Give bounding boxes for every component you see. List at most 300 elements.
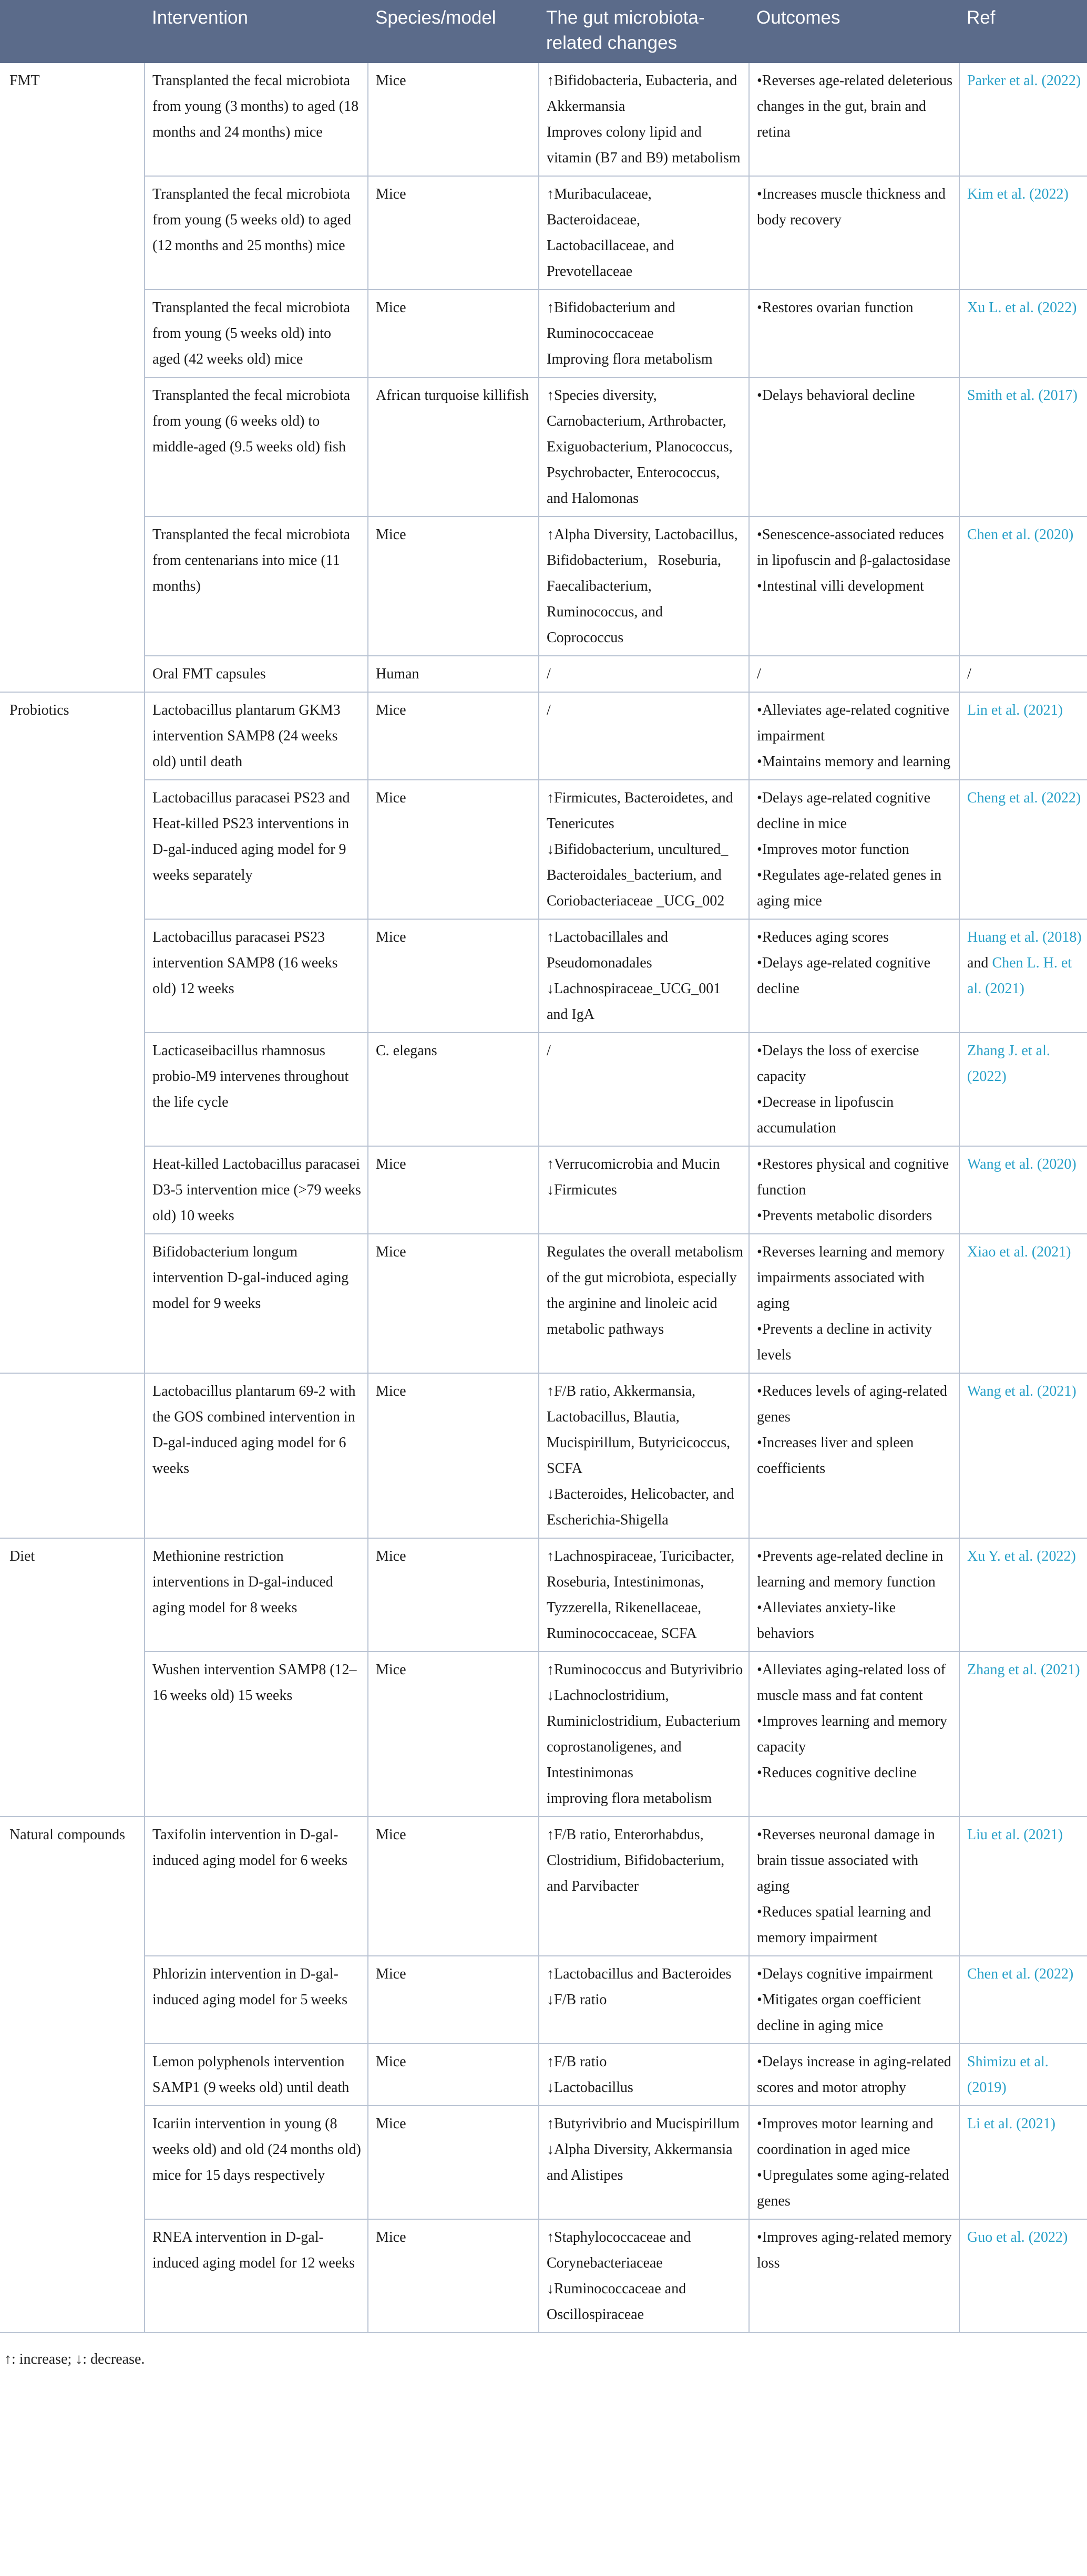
microbiota-changes-cell <box>539 1146 749 1234</box>
bullet-icon <box>757 1662 762 1678</box>
outcome-item <box>757 862 953 914</box>
species-cell <box>368 1033 539 1146</box>
outcomes-cell <box>749 692 959 780</box>
bullet-icon <box>757 300 762 316</box>
outcome-text: Improves learning and memory capacity <box>757 1713 948 1755</box>
outcome-item <box>757 1239 953 1316</box>
outcome-text: Senescence-associated reduces in lipofuscin and β-galactosidase <box>757 527 951 569</box>
bullet-icon <box>757 2229 762 2245</box>
intervention-cell <box>145 2106 368 2219</box>
intervention-cell <box>145 656 368 692</box>
outcomes-cell <box>749 1538 959 1652</box>
species-cell <box>368 1538 539 1652</box>
reference-link[interactable]: Smith et al. (2017) <box>967 387 1078 404</box>
change-line: / <box>547 1043 551 1059</box>
species-text: Mice <box>376 1966 406 1982</box>
outcomes-cell <box>749 1652 959 1817</box>
species-cell <box>368 1817 539 1956</box>
intervention-text: Transplanted the fecal microbiota from young (5 weeks old) to aged (12 months and 25 months) mice <box>152 186 352 254</box>
bullet-icon <box>757 387 762 404</box>
species-text: Mice <box>376 2229 406 2245</box>
intervention-text: Transplanted the fecal microbiota from young (3 months) to aged (18 months and 24 months) mice <box>152 73 362 140</box>
bullet-icon <box>757 1904 762 1920</box>
outcome-item <box>757 1038 953 1089</box>
change-line: / <box>547 666 551 682</box>
table-row <box>0 919 1087 1033</box>
outcome-text: Reverses age-related deleterious changes in the gut, brain and retina <box>757 73 953 140</box>
change-line: ↑Ruminococcus and Butyrivibrio <box>547 1662 743 1678</box>
microbiota-changes-cell <box>539 1817 749 1956</box>
microbiota-changes-cell <box>539 1234 749 1373</box>
bullet-icon <box>757 867 762 883</box>
outcome-item <box>757 573 953 599</box>
bullet-icon <box>757 2116 762 2132</box>
bullet-icon <box>757 1548 762 1564</box>
outcome-item <box>757 522 953 573</box>
ref-cell <box>959 1817 1087 1956</box>
change-line: ↓Lachnospiraceae_UCG_001 and IgA <box>547 981 721 1023</box>
species-cell <box>368 1652 539 1817</box>
intervention-cell <box>145 377 368 517</box>
change-line: Regulates the overall metabolism of the gut microbiota, especially the arginine and linoleic acid metabolic pathways <box>547 1244 744 1337</box>
reference-link[interactable]: Cheng et al. (2022) <box>967 790 1081 806</box>
ref-cell <box>959 2219 1087 2333</box>
intervention-cell <box>145 780 368 919</box>
change-line: ↓Lachnoclostridium, Ruminiclostridium, Eubacterium coprostanoligenes, and Intestinimonas <box>547 1687 741 1781</box>
species-cell <box>368 377 539 517</box>
category-label: Natural compounds <box>9 1827 126 1843</box>
outcome-item <box>757 1151 953 1203</box>
category-cell <box>0 692 145 1373</box>
outcome-item <box>757 950 953 1002</box>
species-text: Mice <box>376 1156 406 1172</box>
outcome-item <box>757 1595 953 1646</box>
intervention-cell <box>145 1538 368 1652</box>
outcomes-cell <box>749 1817 959 1956</box>
outcome-item <box>757 1657 953 1708</box>
species-text: Mice <box>376 2054 406 2070</box>
outcome-text: Intestinal villi development <box>762 578 924 594</box>
outcome-item <box>757 2111 953 2162</box>
intervention-cell <box>145 176 368 290</box>
intervention-text: Lactobacillus plantarum 69-2 with the GOS combined intervention in D-gal-induced aging model for 6 weeks <box>152 1383 356 1477</box>
species-text: Mice <box>376 1383 406 1399</box>
table-row <box>0 1956 1087 2044</box>
microbiota-changes-cell <box>539 656 749 692</box>
header-outcomes: Outcomes <box>749 0 959 63</box>
table-row <box>0 377 1087 517</box>
bullet-icon <box>757 578 762 594</box>
intervention-text: Phlorizin intervention in D-gal-induced aging model for 5 weeks <box>152 1966 348 2008</box>
outcome-item <box>757 924 953 950</box>
bullet-icon <box>757 1156 762 1172</box>
outcome-item <box>757 1987 953 2038</box>
outcomes-cell <box>749 2044 959 2106</box>
intervention-cell <box>145 63 368 176</box>
microbiota-changes-cell <box>539 2106 749 2219</box>
species-text: Mice <box>376 1827 406 1843</box>
outcomes-cell <box>749 1234 959 1373</box>
species-text: Mice <box>376 1548 406 1564</box>
intervention-text: Lacticaseibacillus rhamnosus probio-M9 intervenes throughout the life cycle <box>152 1043 349 1110</box>
table-row <box>0 1652 1087 1817</box>
change-line: improving flora metabolism <box>547 1790 712 1807</box>
outcomes-cell <box>749 1146 959 1234</box>
outcome-text: Regulates age-related genes in aging mice <box>757 867 942 909</box>
outcome-item <box>757 1822 953 1899</box>
outcome-item <box>757 1203 953 1229</box>
outcome-text: Reduces cognitive decline <box>762 1765 917 1781</box>
reference-link[interactable]: Xu L. et al. (2022) <box>967 300 1077 316</box>
intervention-text: Transplanted the fecal microbiota from centenarians into mice (11 months) <box>152 527 351 594</box>
microbiota-changes-cell <box>539 1373 749 1538</box>
category-label: Probiotics <box>9 702 69 718</box>
outcomes-cell <box>749 656 959 692</box>
microbiota-changes-cell <box>539 377 749 517</box>
reference-link[interactable]: Guo et al. (2022) <box>967 2229 1068 2245</box>
species-text: Mice <box>376 300 406 316</box>
outcome-text: / <box>757 666 761 682</box>
intervention-text: Transplanted the fecal microbiota from young (6 weeks old) to middle-aged (9.5 weeks old) fish <box>152 387 351 455</box>
intervention-text: Lactobacillus plantarum GKM3 intervention SAMP8 (24 weeks old) until death <box>152 702 341 770</box>
outcomes-cell <box>749 2219 959 2333</box>
species-cell <box>368 2106 539 2219</box>
bullet-icon <box>757 1600 762 1616</box>
outcomes-cell <box>749 377 959 517</box>
header-ref: Ref <box>959 0 1087 63</box>
species-text: African turquoise killifish <box>376 387 529 404</box>
table-row <box>0 1373 1087 1538</box>
species-cell <box>368 517 539 656</box>
change-line: ↑F/B ratio, Enterorhabdus, Clostridium, Bifidobacterium, and Parvibacter <box>547 1827 725 1894</box>
intervention-text: RNEA intervention in D-gal-induced aging model for 12 weeks <box>152 2229 355 2271</box>
table-row <box>0 2044 1087 2106</box>
outcome-text: Restores ovarian function <box>762 300 914 316</box>
intervention-cell <box>145 1033 368 1146</box>
intervention-cell <box>145 517 368 656</box>
microbiota-changes-cell <box>539 1956 749 2044</box>
category-label: Diet <box>9 1548 35 1564</box>
species-cell <box>368 692 539 780</box>
table-row <box>0 780 1087 919</box>
outcome-text: Delays increase in aging-related scores and motor atrophy <box>757 2054 951 2096</box>
change-line: ↑Bifidobacteria, Eubacteria, and Akkermansia <box>547 73 737 115</box>
category-cell <box>0 1538 145 1817</box>
intervention-text: Lactobacillus paracasei PS23 intervention SAMP8 (16 weeks old) 12 weeks <box>152 929 338 997</box>
microbiota-changes-cell <box>539 176 749 290</box>
species-cell <box>368 656 539 692</box>
reference-link[interactable]: Chen et al. (2020) <box>967 527 1074 543</box>
outcome-item <box>757 1430 953 1481</box>
outcome-text: Increases muscle thickness and body recovery <box>757 186 946 228</box>
ref-cell <box>959 1538 1087 1652</box>
reference-link[interactable]: Li et al. (2021) <box>967 2116 1055 2132</box>
change-line: ↓Bacteroides, Helicobacter, and Escherichia-Shigella <box>547 1486 734 1528</box>
change-line: ↑Butyrivibrio and Mucispirillum <box>547 2116 740 2132</box>
species-cell <box>368 1956 539 2044</box>
header-microbiota-changes: The gut microbiota-related changes <box>539 0 749 63</box>
intervention-text: Methionine restriction interventions in D-gal-induced aging model for 8 weeks <box>152 1548 333 1616</box>
intervention-cell <box>145 919 368 1033</box>
bullet-icon <box>757 841 762 858</box>
bullet-icon <box>757 1094 762 1110</box>
ref-cell <box>959 919 1087 1033</box>
microbiota-changes-cell <box>539 517 749 656</box>
intervention-cell <box>145 1146 368 1234</box>
change-line: Improves colony lipid and vitamin (B7 and B9) metabolism <box>547 124 741 166</box>
microbiota-changes-cell <box>539 1538 749 1652</box>
table-row <box>0 1234 1087 1373</box>
outcome-text: Decrease in lipofuscin accumulation <box>757 1094 894 1136</box>
bullet-icon <box>757 2167 762 2183</box>
outcome-item <box>757 1089 953 1141</box>
reference-link[interactable]: Wang et al. (2020) <box>967 1156 1076 1172</box>
microbiota-changes-cell <box>539 919 749 1033</box>
outcome-text: Reduces aging scores <box>762 929 889 945</box>
table-row <box>0 176 1087 290</box>
reference-link[interactable]: Shimizu et al. (2019) <box>967 2054 1049 2096</box>
change-line: ↑Species diversity, Carnobacterium, Arthrobacter, Exiguobacterium, Planococcus, Psychrobacter, Enterococcus, and Halomonas <box>547 387 733 507</box>
outcome-text: Mitigates organ coefficient decline in aging mice <box>757 1992 921 2034</box>
outcome-item <box>757 749 953 775</box>
species-text: Mice <box>376 790 406 806</box>
reference-link[interactable]: Xu Y. et al. (2022) <box>967 1548 1076 1564</box>
ref-cell <box>959 656 1087 692</box>
species-cell <box>368 919 539 1033</box>
bullet-icon <box>757 1043 762 1059</box>
change-line: ↑F/B ratio, Akkermansia, Lactobacillus, Blautia, Mucispirillum, Butyricicoccus, SCFA <box>547 1383 731 1477</box>
reference-link[interactable]: Xiao et al. (2021) <box>967 1244 1071 1260</box>
ref-cell <box>959 780 1087 919</box>
outcome-item <box>757 2162 953 2214</box>
reference-link[interactable]: Parker et al. (2022) <box>967 73 1081 89</box>
outcome-item <box>757 1760 953 1786</box>
ref-cell <box>959 1033 1087 1146</box>
table-row <box>0 2106 1087 2219</box>
microbiota-changes-cell <box>539 290 749 377</box>
reference-link[interactable]: Kim et al. (2022) <box>967 186 1069 202</box>
species-cell <box>368 780 539 919</box>
intervention-cell <box>145 2219 368 2333</box>
bullet-icon <box>757 1244 762 1260</box>
table-body <box>0 63 1087 2333</box>
outcome-text: Increases liver and spleen coefficients <box>757 1435 914 1477</box>
table-footnote: ↑: increase; ↓: decrease. <box>4 2351 145 2367</box>
species-cell <box>368 2044 539 2106</box>
outcome-text: Alleviates anxiety-like behaviors <box>757 1600 896 1642</box>
outcome-item <box>757 295 953 321</box>
species-text: Mice <box>376 527 406 543</box>
outcomes-cell <box>749 517 959 656</box>
outcome-item <box>757 1708 953 1760</box>
reference-link[interactable]: Zhang J. et al. (2022) <box>967 1043 1050 1085</box>
table-header <box>0 0 1087 63</box>
outcome-item <box>757 2049 953 2100</box>
ref-cell <box>959 1146 1087 1234</box>
outcome-item <box>757 181 953 233</box>
outcomes-cell <box>749 63 959 176</box>
bullet-icon <box>757 1713 762 1729</box>
reference-link[interactable]: Lin et al. (2021) <box>967 702 1063 718</box>
change-line: ↑Muribaculaceae, Bacteroidaceae, Lactobacillaceae, and Prevotellaceae <box>547 186 674 280</box>
species-cell <box>368 63 539 176</box>
change-line: ↓Firmicutes <box>547 1182 617 1198</box>
bullet-icon <box>757 1321 762 1337</box>
species-text: Mice <box>376 702 406 718</box>
bullet-icon <box>757 1966 762 1982</box>
microbiota-changes-cell <box>539 2219 749 2333</box>
outcome-text: Upregulates some aging-related genes <box>757 2167 949 2209</box>
reference-link[interactable]: Huang et al. (2018) <box>967 929 1082 945</box>
change-line: Improving flora metabolism <box>547 351 713 367</box>
intervention-text: Lemon polyphenols intervention SAMP1 (9 weeks old) until death <box>152 2054 350 2096</box>
outcome-text: Alleviates age-related cognitive impairment <box>757 702 949 744</box>
header-row <box>0 0 1087 63</box>
change-line: ↓Ruminococcaceae and Oscillospiraceae <box>547 2281 686 2323</box>
header-species: Species/model <box>368 0 539 63</box>
change-line: ↑Lachnospiraceae, Turicibacter, Roseburia, Intestinimonas, Tyzzerella, Rikenellaceae, Ruminococcaceae, SCFA <box>547 1548 735 1642</box>
reference-link[interactable]: Wang et al. (2021) <box>967 1383 1076 1399</box>
change-line: ↑F/B ratio <box>547 2054 607 2070</box>
outcome-item <box>757 697 953 749</box>
change-line: ↑Verrucomicrobia and Mucin <box>547 1156 720 1172</box>
species-text: Mice <box>376 186 406 202</box>
outcome-item <box>757 1899 953 1951</box>
reference-link[interactable]: Zhang et al. (2021) <box>967 1662 1080 1678</box>
intervention-text: Wushen intervention SAMP8 (12–16 weeks old) 15 weeks <box>152 1662 357 1704</box>
outcome-text: Reduces spatial learning and memory impairment <box>757 1904 931 1946</box>
change-line: ↑Firmicutes, Bacteroidetes, and Tenericutes <box>547 790 733 832</box>
table-row <box>0 656 1087 692</box>
outcome-text: Delays cognitive impairment <box>762 1966 933 1982</box>
reference-link[interactable]: Liu et al. (2021) <box>967 1827 1063 1843</box>
bullet-icon <box>757 955 762 971</box>
category-cell <box>0 1817 145 2333</box>
outcomes-cell <box>749 919 959 1033</box>
intervention-text: Transplanted the fecal microbiota from young (5 weeks old) into aged (42 weeks old) mice <box>152 300 351 367</box>
reference-text: / <box>967 666 971 682</box>
species-text: Human <box>376 666 419 682</box>
bullet-icon <box>757 1992 762 2008</box>
change-line: ↓Lactobacillus <box>547 2079 633 2096</box>
microbiota-changes-cell <box>539 1652 749 1817</box>
outcomes-cell <box>749 1956 959 2044</box>
outcome-item <box>757 68 953 145</box>
species-text: Mice <box>376 2116 406 2132</box>
intervention-cell <box>145 2044 368 2106</box>
ref-cell <box>959 2106 1087 2219</box>
outcomes-cell <box>749 780 959 919</box>
outcome-text: Improves aging-related memory loss <box>757 2229 952 2271</box>
microbiota-changes-cell <box>539 1033 749 1146</box>
species-cell <box>368 290 539 377</box>
table-row <box>0 1538 1087 1652</box>
change-line: ↓F/B ratio <box>547 1992 607 2008</box>
intervention-cell <box>145 1817 368 1956</box>
species-cell <box>368 2219 539 2333</box>
bullet-icon <box>757 1383 762 1399</box>
ref-cell <box>959 692 1087 780</box>
reference-link[interactable]: Chen et al. (2022) <box>967 1966 1074 1982</box>
bullet-icon <box>757 1827 762 1843</box>
intervention-text: Heat-killed Lactobacillus paracasei D3-5 intervention mice (>79 weeks old) 10 weeks <box>152 1156 361 1224</box>
outcome-item <box>757 1543 953 1595</box>
outcome-text: Reduces levels of aging-related genes <box>757 1383 947 1425</box>
intervention-text: Taxifolin intervention in D-gal-induced aging model for 6 weeks <box>152 1827 348 1869</box>
species-text: Mice <box>376 1662 406 1678</box>
bullet-icon <box>757 929 762 945</box>
change-line: ↑Alpha Diversity, Lactobacillus, Bifidobacterium，Roseburia, Faecalibacterium, Ruminococcus, and Coprococcus <box>547 527 738 646</box>
table-row <box>0 517 1087 656</box>
reference-link[interactable]: Chen L. H. et al. (2021) <box>967 955 1072 997</box>
outcomes-cell <box>749 176 959 290</box>
outcomes-cell <box>749 1033 959 1146</box>
category-label: FMT <box>9 73 40 89</box>
ref-cell <box>959 2044 1087 2106</box>
category-cell <box>0 63 145 692</box>
species-text: Mice <box>376 1244 406 1260</box>
bullet-icon <box>757 1435 762 1451</box>
outcomes-cell <box>749 1373 959 1538</box>
outcome-item <box>757 785 953 837</box>
intervention-cell <box>145 1956 368 2044</box>
intervention-text: Oral FMT capsules <box>152 666 266 682</box>
bullet-icon <box>757 1765 762 1781</box>
bullet-icon <box>757 186 762 202</box>
ref-cell <box>959 1956 1087 2044</box>
table-row <box>0 1146 1087 1234</box>
change-line: ↑Lactobacillales and Pseudomonadales <box>547 929 668 971</box>
category-cell <box>0 1373 145 1538</box>
intervention-cell <box>145 1234 368 1373</box>
ref-cell <box>959 517 1087 656</box>
table-row <box>0 63 1087 176</box>
outcome-item <box>757 383 953 408</box>
bullet-icon <box>757 73 762 89</box>
ref-cell <box>959 1652 1087 1817</box>
species-cell <box>368 1146 539 1234</box>
bullet-icon <box>757 1208 762 1224</box>
intervention-cell <box>145 1652 368 1817</box>
species-cell <box>368 1373 539 1538</box>
ref-cell <box>959 290 1087 377</box>
table-row <box>0 2219 1087 2333</box>
microbiota-changes-cell <box>539 2044 749 2106</box>
intervention-text: Bifidobacterium longum intervention D-gal-induced aging model for 9 weeks <box>152 1244 349 1312</box>
outcome-item <box>757 1961 953 1987</box>
change-line: ↓Alpha Diversity, Akkermansia and Alistipes <box>547 2141 733 2183</box>
intervention-text: Icariin intervention in young (8 weeks old) and old (24 months old) mice for 15 days respectively <box>152 2116 361 2183</box>
bullet-icon <box>757 790 762 806</box>
ref-cell <box>959 377 1087 517</box>
outcome-item <box>757 1378 953 1430</box>
intervention-cell <box>145 290 368 377</box>
outcome-text: Delays behavioral decline <box>762 387 915 404</box>
change-line: ↑Bifidobacterium and Ruminococcaceae <box>547 300 675 342</box>
outcome-text: Delays age-related cognitive decline in mice <box>757 790 931 832</box>
outcome-text: Alleviates aging-related loss of muscle mass and fat content <box>757 1662 946 1704</box>
outcome-text: Improves motor learning and coordination in aged mice <box>757 2116 934 2158</box>
outcome-text: Restores physical and cognitive function <box>757 1156 949 1198</box>
bullet-icon <box>757 702 762 718</box>
outcome-item <box>757 2224 953 2276</box>
bullet-icon <box>757 754 762 770</box>
outcome-text: Reverses neuronal damage in brain tissue associated with aging <box>757 1827 935 1894</box>
outcome-text: Reverses learning and memory impairments associated with aging <box>757 1244 945 1312</box>
table-row <box>0 1817 1087 1956</box>
outcome-text: Prevents metabolic disorders <box>762 1208 932 1224</box>
intervention-cell <box>145 692 368 780</box>
